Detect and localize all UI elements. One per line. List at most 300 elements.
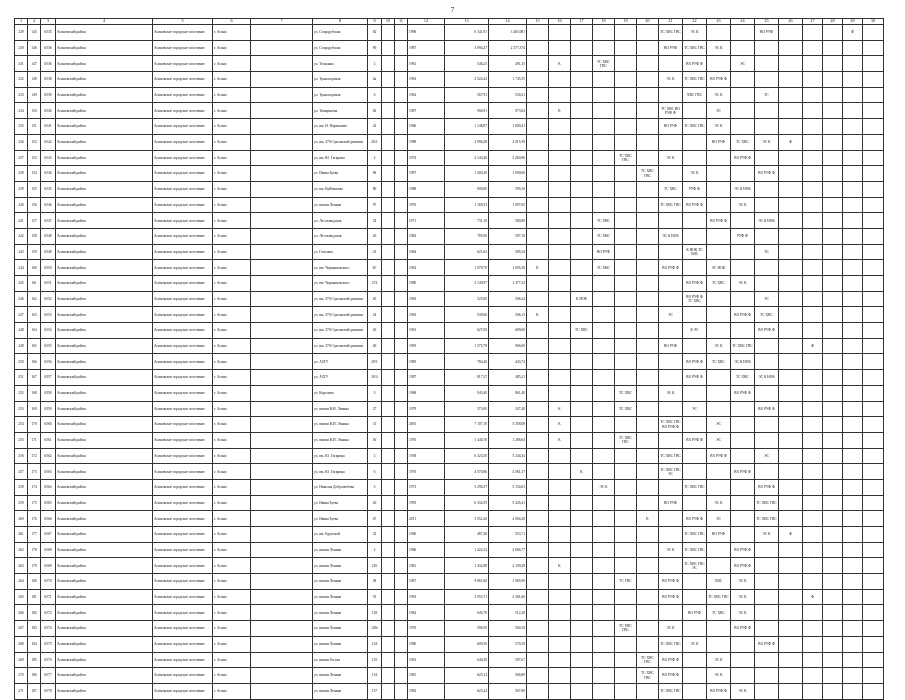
table-cell: ВО РУФ Ф [683,511,707,527]
table-cell [593,150,615,166]
table-cell: ТС ХВС ГВС [731,338,755,354]
table-cell [731,323,755,339]
table-cell [637,401,659,417]
table-cell: 567,91 [445,87,489,103]
table-cell: Асиновское городское поселение [153,181,213,197]
table-cell: Асиновский район [56,621,153,637]
table-cell: 6557 [41,370,56,386]
table-cell: 3 094,47 [445,40,489,56]
table-cell: 645,70 [445,605,489,621]
table-cell: 6 323,50 [445,448,489,464]
table-cell [549,589,571,605]
table-cell [823,213,843,229]
table-cell: ул. им. 370 Стрелковой дивизии [313,338,368,354]
table-cell [549,260,571,276]
table-row [15,291,884,307]
table-cell [863,307,884,323]
table-cell [803,354,823,370]
table-cell [571,197,593,213]
table-cell [731,652,755,668]
table-cell [803,636,823,652]
table-cell [637,574,659,590]
table-cell: 163 [28,307,41,323]
table-row [15,166,884,182]
table-cell: 134 [368,636,382,652]
table-cell [637,134,659,150]
table-cell [637,683,659,699]
table-cell [683,652,707,668]
table-cell [382,119,395,135]
table-cell [251,385,313,401]
table-cell: Асиновский район [56,605,153,621]
table-cell: ЭС К [707,495,731,511]
table-cell [659,558,683,574]
table-cell [382,338,395,354]
table-cell [731,87,755,103]
table-cell [843,652,863,668]
table-cell [683,228,707,244]
table-cell [251,72,313,88]
table-cell: Асиновское городское поселение [153,495,213,511]
table-cell [615,338,637,354]
table-row [15,228,884,244]
table-cell [615,134,637,150]
table-cell [251,291,313,307]
table-cell: Асиновское городское поселение [153,448,213,464]
table-cell [843,40,863,56]
table-cell [823,25,843,41]
table-cell: 625,12 [445,668,489,684]
table-cell [683,621,707,637]
column-header: 3 [41,19,56,25]
table-cell [803,479,823,495]
table-cell: ул. имени Ленина [313,542,368,558]
table-cell: 234 [15,103,28,119]
table-cell: ТС ХВС ГВС [659,197,683,213]
table-cell [823,354,843,370]
table-cell [803,558,823,574]
table-cell [615,323,637,339]
table-cell [571,181,593,197]
table-cell: 3 465,081 [489,25,527,41]
table-cell [779,25,803,41]
table-cell: 159 [28,244,41,260]
table-cell: ВО РУФ Ф [707,72,731,88]
table-cell: 150 [28,103,41,119]
table-cell [779,432,803,448]
table-cell: К НОК [571,291,593,307]
table-cell: 1 965,90 [489,574,527,590]
table-cell: ул. им. Ю. Гагарина [313,464,368,480]
table-cell [615,276,637,292]
table-cell: ул. имени Ленина [313,589,368,605]
table-cell [593,307,615,323]
table-cell [683,574,707,590]
table-row [15,87,884,103]
table-cell [382,432,395,448]
table-cell [843,228,863,244]
table-cell [659,401,683,417]
table-cell: РУФ Ф [683,181,707,197]
table-cell: Асиновский район [56,213,153,229]
table-cell: Ф [779,134,803,150]
table-cell [755,558,779,574]
table-cell [803,527,823,543]
table-cell: К ЭС [683,323,707,339]
table-cell [659,276,683,292]
column-header: 17 [571,19,593,25]
table-cell [571,495,593,511]
table-cell: 27 [368,401,382,417]
table-cell [571,103,593,119]
table-cell: 5 296,37 [445,479,489,495]
table-cell [527,448,549,464]
table-cell: ул. Ивана Буева [313,495,368,511]
table-cell [571,40,593,56]
table-cell: 149 [28,87,41,103]
table-cell: 690,00 [445,181,489,197]
table-cell: Асиновское городское поселение [153,228,213,244]
table-cell [659,479,683,495]
table-cell: 24 [368,213,382,229]
table-cell: 162 [28,291,41,307]
table-cell [683,338,707,354]
table-cell: 148 [28,72,41,88]
table-cell [863,589,884,605]
table-cell: 183 [28,621,41,637]
table-cell: 512,20 [489,605,527,621]
table-cell: 31 [368,417,382,433]
table-cell [395,385,408,401]
table-cell: К [527,260,549,276]
table-cell [615,166,637,182]
table-cell: г. Асино [213,354,251,370]
table-cell [382,213,395,229]
table-cell: 6546 [41,197,56,213]
table-cell: ВО РУФ Ф [683,354,707,370]
table-cell [843,464,863,480]
table-cell: ЭС К НОК [731,354,755,370]
table-cell: 861,40 [489,385,527,401]
table-cell: Асиновское городское поселение [153,464,213,480]
table-cell [527,401,549,417]
column-header: 14 [489,19,527,25]
table-cell [637,181,659,197]
table-cell [527,338,549,354]
table-cell [823,276,843,292]
table-cell [863,558,884,574]
table-cell [637,291,659,307]
table-cell [615,260,637,276]
table-cell: 137 [368,683,382,699]
table-cell: ул. имени В.И. Ленина [313,401,368,417]
table-cell: Асиновский район [56,276,153,292]
table-cell [843,370,863,386]
table-cell [549,40,571,56]
table-cell [863,213,884,229]
table-cell: ТС ХВС [755,307,779,323]
table-cell [395,150,408,166]
table-cell: 1981 [408,668,445,684]
table-cell: ТС ХВС ГВС [637,166,659,182]
table-cell [659,354,683,370]
table-cell: ТС ХВС ГВС [659,25,683,41]
table-cell: 1971 [408,213,445,229]
table-cell: 42 [368,119,382,135]
table-cell [803,260,823,276]
table-cell: ул. имени Ленина [313,683,368,699]
table-cell: ул. им. Крупской [313,527,368,543]
table-cell: г. Асино [213,542,251,558]
table-cell: 242 [15,228,28,244]
table-cell: ВО РУФ [659,40,683,56]
table-cell [549,527,571,543]
table-cell: 169 [28,401,41,417]
table-row [15,479,884,495]
table-cell [593,605,615,621]
table-cell: ВО РУФ Ф [683,432,707,448]
table-cell [803,213,823,229]
table-cell: 266 [15,605,28,621]
table-cell [659,213,683,229]
table-cell: г. Асино [213,464,251,480]
table-cell [803,464,823,480]
table-cell [382,495,395,511]
table-cell: 1961 [408,56,445,72]
table-cell: ул. им. 370 Стрелковой дивизии [313,134,368,150]
table-cell: ул. им. Ю. Гагарина [313,150,368,166]
table-cell: ТС ХВС ГВС [593,56,615,72]
table-cell [863,605,884,621]
table-cell: ул. Лесозаводская [313,228,368,244]
table-cell [395,338,408,354]
table-cell: 156 [28,197,41,213]
table-cell [549,574,571,590]
table-cell [707,56,731,72]
table-cell: 7 107,19 [445,417,489,433]
table-cell [755,652,779,668]
table-cell [382,197,395,213]
table-cell [863,432,884,448]
table-cell: ТС [755,87,779,103]
table-cell [395,479,408,495]
table-cell [527,417,549,433]
table-cell [823,87,843,103]
table-cell [395,307,408,323]
table-cell [637,323,659,339]
table-cell: 1980 [408,276,445,292]
table-cell [382,291,395,307]
table-cell [707,150,731,166]
table-cell: г. Асино [213,25,251,41]
table-cell: г. Асино [213,558,251,574]
table-cell: ЭС [755,291,779,307]
table-cell: Асиновский район [56,150,153,166]
table-cell [615,683,637,699]
table-row [15,385,884,401]
table-cell [843,197,863,213]
table-cell: г. Асино [213,621,251,637]
table-cell [571,432,593,448]
table-cell: 1 422,54 [445,542,489,558]
table-cell [395,432,408,448]
table-cell [755,417,779,433]
table-cell: 6Г [368,260,382,276]
table-cell: 5 154,03 [489,479,527,495]
table-cell: Асиновское городское поселение [153,527,213,543]
table-cell [779,385,803,401]
table-cell [755,197,779,213]
table-cell [615,542,637,558]
table-cell: Асиновский район [56,87,153,103]
table-cell [251,589,313,605]
table-cell: 264 [15,574,28,590]
table-cell [251,134,313,150]
table-cell [251,40,313,56]
table-cell [593,589,615,605]
table-cell [755,668,779,684]
table-cell: ВО РУФ [593,244,615,260]
table-cell: 9 861,60 [445,574,489,590]
table-cell [395,417,408,433]
table-cell: ТС ХВС ГВС [637,652,659,668]
table-cell [843,527,863,543]
table-cell: г. Асино [213,479,251,495]
table-cell [527,244,549,260]
table-cell [593,511,615,527]
table-cell [571,652,593,668]
table-cell: 158 [28,228,41,244]
table-cell [823,542,843,558]
table-cell [593,385,615,401]
table-cell [615,448,637,464]
column-header: 2 [28,19,41,25]
table-cell: ул. имени Ленина [313,636,368,652]
table-cell [382,558,395,574]
table-cell: 596,50 [445,621,489,637]
table-cell [863,291,884,307]
table-cell: 1 477,34 [489,276,527,292]
table-cell: ТС ХВС ГВС [615,150,637,166]
table-cell [571,338,593,354]
table-cell [251,511,313,527]
table-row [15,495,884,511]
table-cell [803,385,823,401]
table-cell [593,338,615,354]
table-row [15,134,884,150]
table-cell: 184 [28,636,41,652]
table-cell: 6568 [41,542,56,558]
table-cell [593,103,615,119]
table-cell: 171 [28,432,41,448]
table-cell: 6541 [41,119,56,135]
table-cell: 625,24 [445,683,489,699]
table-cell: 178 [28,542,41,558]
table-cell [731,260,755,276]
table-cell: Асиновское городское поселение [153,338,213,354]
column-header: 13 [445,19,489,25]
table-cell: Асиновский район [56,527,153,543]
table-cell: Асиновский район [56,119,153,135]
table-cell: 6548 [41,228,56,244]
table-cell [779,72,803,88]
table-cell [755,464,779,480]
table-cell [395,636,408,652]
table-cell [731,636,755,652]
table-cell: 252 [15,385,28,401]
table-cell [251,323,313,339]
table-cell: ЭС К [755,134,779,150]
table-cell: Асиновское городское поселение [153,166,213,182]
table-cell [395,134,408,150]
table-cell: ТС ХВС ГВС [683,542,707,558]
table-cell [251,354,313,370]
column-header: 20 [637,19,659,25]
table-cell [615,479,637,495]
table-cell: 157 [28,213,41,229]
table-cell [823,166,843,182]
table-cell: ТС ХВС [707,276,731,292]
table-cell: ТС ХВС ГВС [683,119,707,135]
table-cell: Асиновское городское поселение [153,354,213,370]
table-cell: ЭС К [683,166,707,182]
table-cell: ЭС К [731,683,755,699]
table-cell [251,276,313,292]
table-cell [382,150,395,166]
table-cell [593,87,615,103]
table-cell [527,432,549,448]
table-cell [803,25,823,41]
table-cell: ВО РУФ Ф [683,197,707,213]
table-cell: Асиновский район [56,511,153,527]
table-cell [843,401,863,417]
table-cell [779,605,803,621]
table-cell: ТС ХВС [615,401,637,417]
table-row [15,119,884,135]
table-cell [863,479,884,495]
table-cell: 1974 [408,150,445,166]
table-cell: Асиновский район [56,228,153,244]
table-cell: 26 [368,228,382,244]
table-cell: 29/1 [368,354,382,370]
table-cell [615,668,637,684]
table-cell [843,72,863,88]
table-cell: 6570 [41,574,56,590]
table-cell: К [549,103,571,119]
table-cell: ул. Ивана Буева [313,511,368,527]
table-cell [382,228,395,244]
table-cell: 6547 [41,213,56,229]
table-cell [683,668,707,684]
table-cell: 6578 [41,683,56,699]
table-cell [251,668,313,684]
table-cell [571,87,593,103]
table-cell: 1961 [408,652,445,668]
table-cell [637,338,659,354]
table-cell [571,260,593,276]
table-cell [549,276,571,292]
table-cell [527,558,549,574]
table-cell [395,181,408,197]
table-cell: 966,00 [489,338,527,354]
table-cell [395,25,408,41]
table-cell [779,291,803,307]
table-cell [755,432,779,448]
table-cell [863,181,884,197]
table-cell: Асиновский район [56,574,153,590]
table-cell [779,338,803,354]
table-cell [251,448,313,464]
